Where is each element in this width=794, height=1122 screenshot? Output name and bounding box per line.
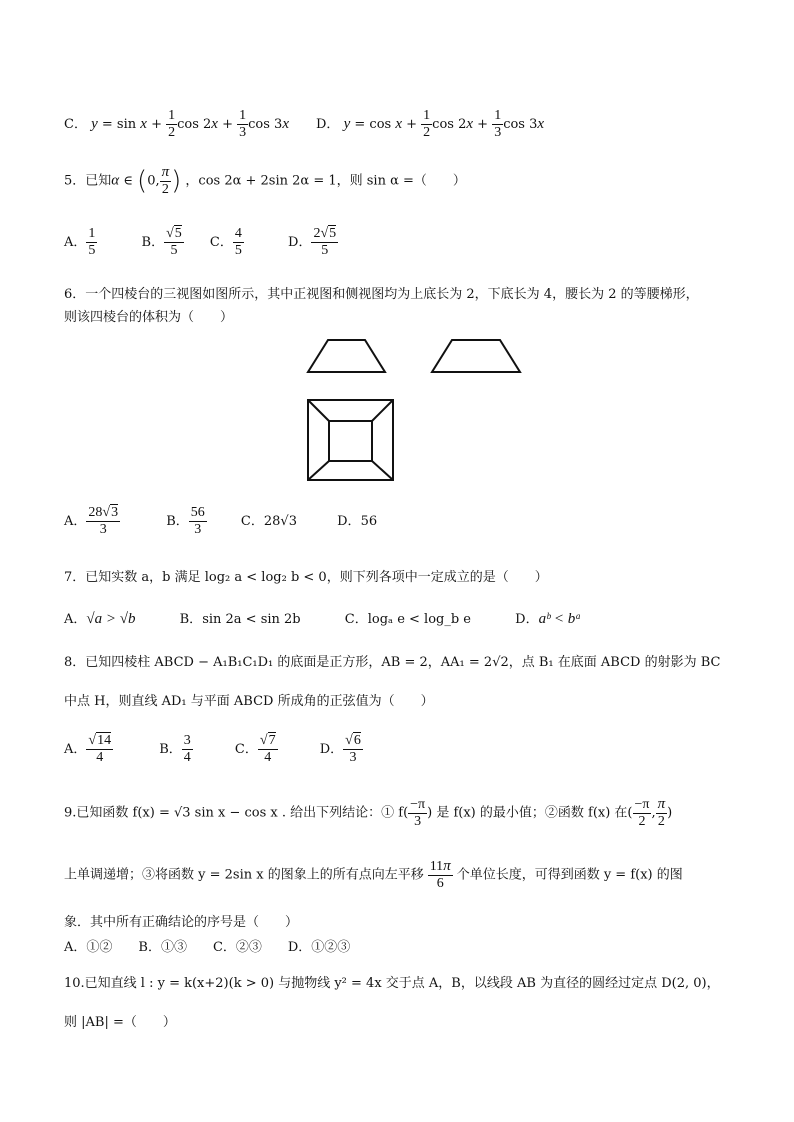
q8-options: A． $\frac{√14}{4}$ B． $\frac{3}{4}$ C． $\frac{√7}{4}$ D． $\frac{√6}{3}$ (64, 733, 361, 766)
q7-options: A．√a > √b B．sin 2a < sin 2b C．logₐ e < log_b e D．aᵇ < bᵃ (64, 611, 582, 627)
front-view-trapezoid (308, 340, 385, 372)
q9-line1: 9.已知函数 f(x) = √3 sin x − cos x . 给出下列结论：① f( $\frac{-\pi}{3}$ ) 是 f(x) 的最小值；②函数 f(x) 在( $\frac{-\pi}{2}$ , $\frac{\pi}{2}$ ) (64, 796, 673, 830)
q5-stem: 5．已知α ∈ (0, $\frac{\pi}{2}$ ) ，cos 2α + 2sin 2α = 1，则 sin α =（ ） (64, 164, 466, 198)
q10-line2: 则 |AB| =（ ） (64, 1015, 176, 1030)
q4-option-d: D． y = cos x + $\frac{1}{2}$ cos 2x + $\frac{1}{3}$ cos 3x (316, 108, 545, 141)
q6-line1: 6．一个四棱台的三视图如图所示，其中正视图和侧视图均为上底长为 2，下底长为 4，腰长为 2 的等腰梯形， (64, 287, 699, 302)
q6-options: A． $\frac{28√3}{3}$ B． $\frac{56}{3}$ C．28√3 D．56 (64, 505, 378, 538)
q9-line2: 上单调递增；③将函数 y = 2sin x 的图象上的所有点向左平移 $\frac{11\pi}{6}$ 个单位长度，可得到函数 y = f(x) 的图 (64, 858, 683, 892)
q8-line2: 中点 H，则直线 AD₁ 与平面 ABCD 所成角的正弦值为（ ） (64, 694, 434, 709)
q9-options: A．①② B．①③ C．②③ D．①②③ (64, 940, 351, 955)
q7-stem: 7．已知实数 a，b 满足 log₂ a < log₂ b < 0，则下列各项中一定成立的是（ ） (64, 570, 548, 585)
q4-option-c: C． y = sin x + $\frac{1}{2}$ cos 2x + $\frac{1}{3}$ cos 3x (64, 108, 289, 141)
side-view-trapezoid (432, 340, 520, 372)
three-view-figure (300, 335, 530, 485)
q5-options: A． $\frac{1}{5}$ B． $\frac{√5}{5}$ C． $\frac{4}{5}$ D． $\frac{2√5}{5}$ (64, 226, 337, 259)
top-view-square (308, 400, 393, 480)
q8-line1: 8．已知四棱柱 ABCD − A₁B₁C₁D₁ 的底面是正方形，AB = 2，AA₁ = 2√2，点 B₁ 在底面 ABCD 的射影为 BC (64, 655, 721, 670)
q10-line1: 10.已知直线 l : y = k(x+2)(k > 0) 与抛物线 y² = 4x 交于点 A，B，以线段 AB 为直径的圆经过定点 D(2, 0)， (64, 976, 720, 991)
q6-line2: 则该四棱台的体积为（ ） (64, 310, 234, 325)
q9-line3: 象．其中所有正确结论的序号是（ ） (64, 915, 299, 930)
